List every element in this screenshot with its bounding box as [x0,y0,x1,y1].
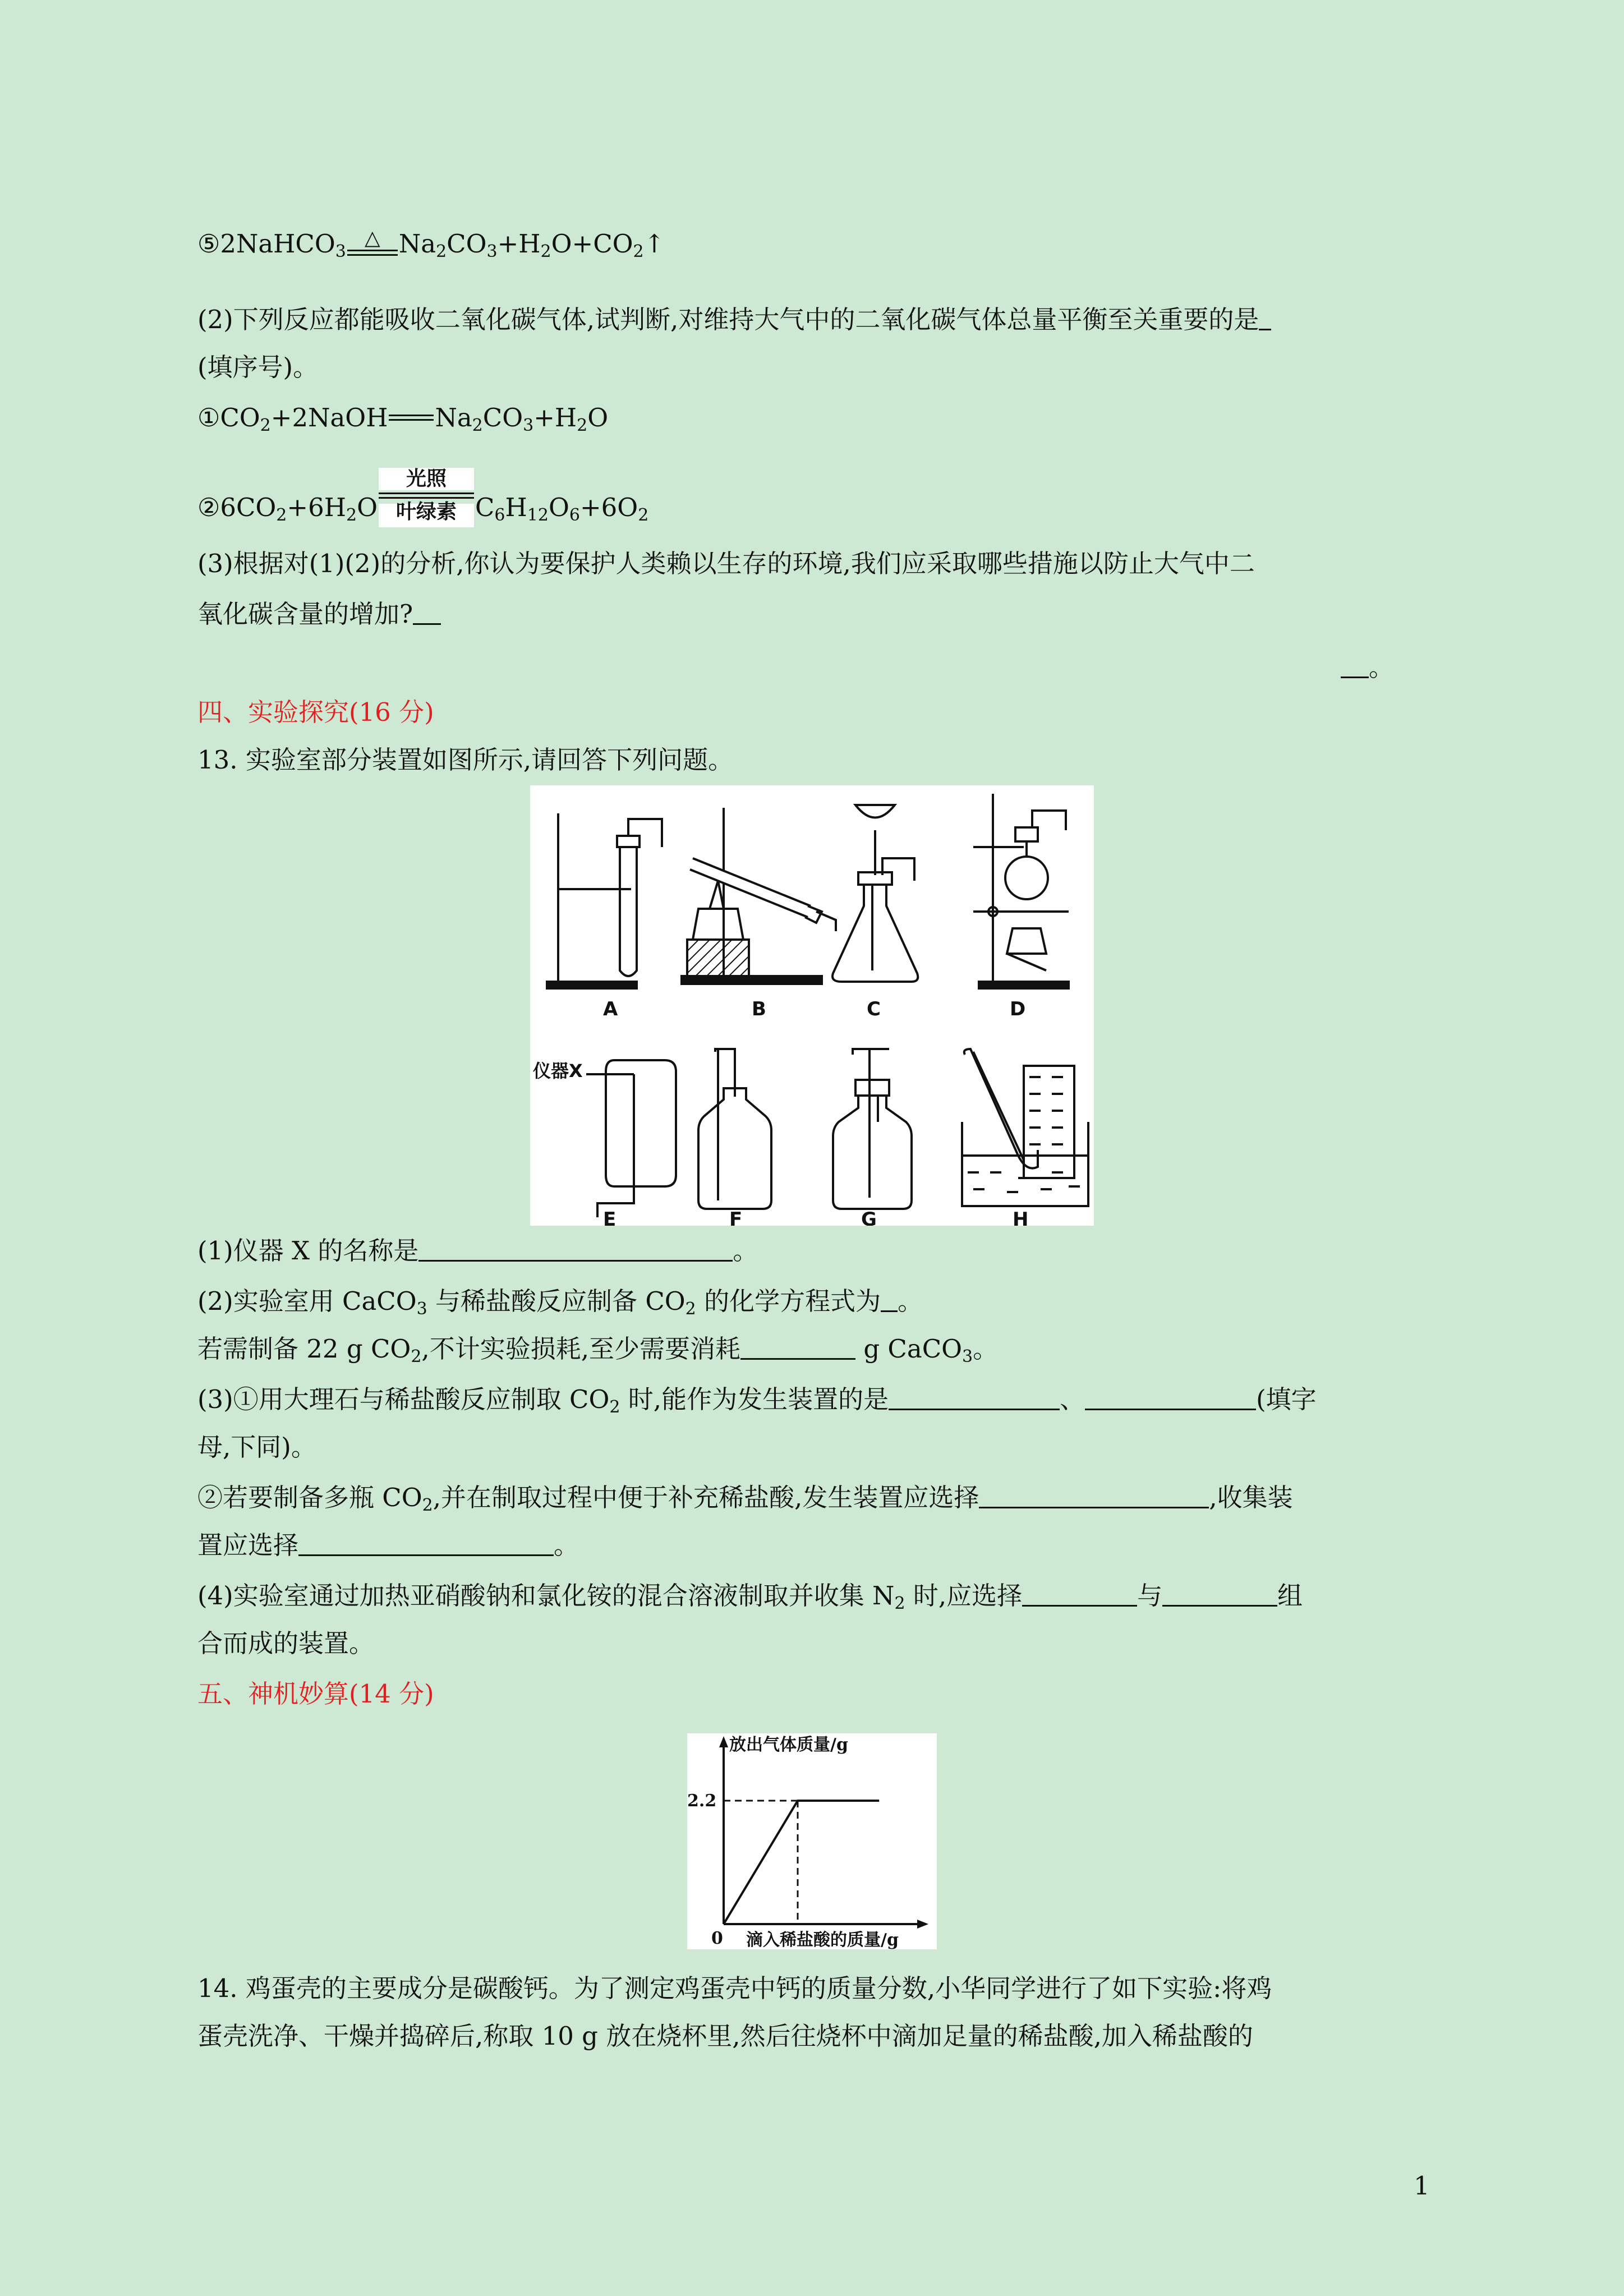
apparatus-label-a: A [603,998,618,1020]
equation-2: $②6CO_2+6H_2O$ 光照 叶绿素 $C_6H_{12}O_6+6O_2$ [197,491,648,524]
light-chlorophyll-condition: 光照 叶绿素 [379,504,474,527]
section-5-heading: 五、神机妙算(14 分) [197,1679,434,1709]
equation-5: ⑤2NaHCO$_3$ △ $Na_2CO_3+H_2O+CO_2↑$ [197,227,665,261]
question-13-3b: 母,下同)。 [197,1432,316,1462]
question-13-2b: 若需制备 22 g $CO_2$,不计实验损耗,至少需要消耗 g CaCO$_3$。 [197,1334,999,1366]
origin-label: 0 [711,1929,723,1948]
question-2-line-1: (2)下列反应都能吸收二氧化碳气体,试判断,对维持大气中的二氧化碳气体总量平衡至关重要的是 [197,303,1271,337]
apparatus-g [833,1049,912,1209]
y-axis-label: 放出气体质量/g [729,1735,848,1755]
answer-blank-instrument-x[interactable] [418,1237,733,1262]
x-axis-label: 滴入稀盐酸的质量/g [746,1930,899,1949]
data-series-line [724,1801,879,1924]
y-axis-arrow [719,1736,728,1747]
question-13-4: (4)实验室通过加热亚硝酸钠和氯化铵的混合溶液制取并收集 $N_2$ 时,应选择 与 组 [197,1581,1303,1613]
question-3-answer-end: 。 [1341,651,1394,684]
apparatus-label-e: E [603,1208,617,1226]
question-3-line-1: (3)根据对(1)(2)的分析,你认为要保护人类赖以生存的环境,我们应采取哪些措施以防止大气中二 [197,549,1255,578]
apparatus-label-f: F [729,1208,743,1226]
apparatus-label-h: H [1013,1208,1029,1226]
equation-1: $①CO_2+2NaOH$ $Na_2CO_3+H_2O$ [197,403,609,435]
apparatus-d [973,794,1069,988]
question-2-line-2: (填序号)。 [197,352,319,382]
lab-apparatus-figure [530,785,1094,1226]
apparatus-f [698,1049,771,1209]
question-13-1: (1)仪器 X 的名称是 。 [197,1236,758,1266]
apparatus-label-d: D [1010,998,1026,1020]
x-axis-arrow [917,1920,928,1929]
chart-svg [687,1733,937,1949]
answer-blank-caco3-mass[interactable] [740,1336,855,1360]
question-14-line-1: 14. 鸡蛋壳的主要成分是碳酸钙。为了测定鸡蛋壳中钙的质量分数,小华同学进行了如下实验:将鸡 [197,1973,1272,2003]
apparatus-svg [530,785,1094,1226]
question-14-line-2: 蛋壳洗净、干燥并捣碎后,称取 10 g 放在烧杯里,然后往烧杯中滴加足量的稀盐酸,加入稀盐酸的 [197,2021,1253,2051]
question-13-3d: 置应选择 。 [197,1530,579,1560]
apparatus-e [586,1060,676,1217]
question-13: 13. 实验室部分装置如图所示,请回答下列问题。 [197,745,734,775]
y-tick-label: 2.2 [687,1791,717,1811]
question-13-2: (2)实验室用 CaCO$_3$ 与稀盐酸反应制备 $CO_2$ 的化学方程式为 。 [197,1286,923,1319]
apparatus-h [962,1049,1088,1206]
heat-condition: △ [347,227,398,256]
question-13-3c: ②若要制备多瓶 $CO_2$,并在制取过程中便于补充稀盐酸,发生装置应选择 ,收集装 [197,1483,1293,1515]
apparatus-a [547,813,662,988]
question-3-line-2: 氧化碳含量的增加? [197,597,441,631]
section-4-heading: 四、实验探究(16 分) [197,697,434,727]
question-13-4b: 合而成的装置。 [197,1628,375,1658]
apparatus-b [682,808,836,984]
apparatus-c [832,805,918,982]
apparatus-label-c: C [867,998,881,1020]
apparatus-label-g: G [861,1208,877,1226]
question-13-3: (3)①用大理石与稀盐酸反应制取 $CO_2$ 时,能作为发生装置的是 、 (填字 [197,1384,1317,1417]
gas-mass-chart [687,1733,937,1949]
apparatus-label-b: B [752,998,766,1020]
instrument-x-label: 仪器X [533,1060,583,1082]
page-number: 1 [1414,2171,1430,2201]
